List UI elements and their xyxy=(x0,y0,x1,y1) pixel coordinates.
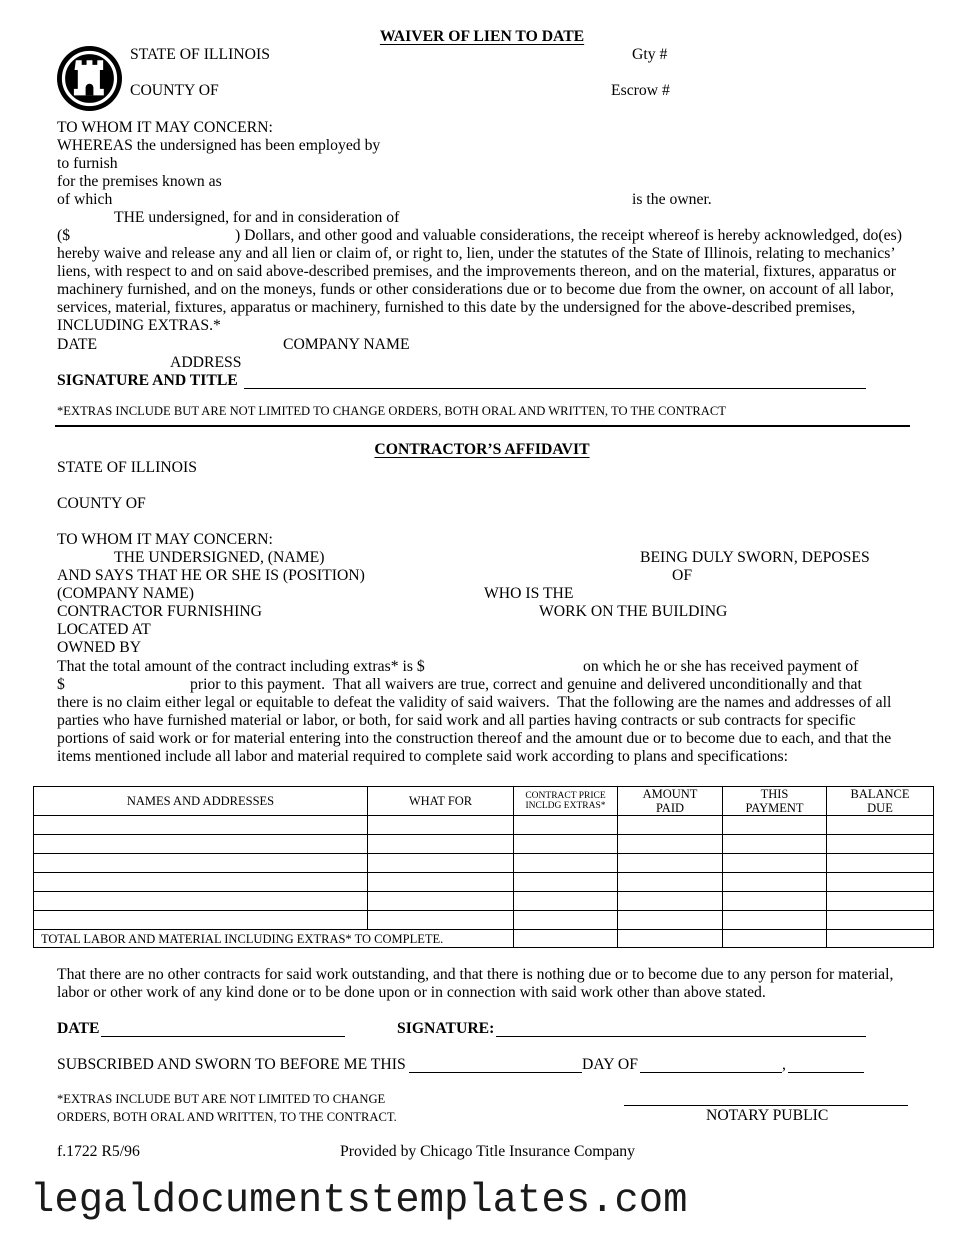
table-cell xyxy=(514,911,618,930)
table-cell xyxy=(827,892,934,911)
payment-received-label: on which he or she has received payment of xyxy=(583,658,859,675)
table-cell xyxy=(368,911,514,930)
signature-title-line xyxy=(244,388,866,389)
prior-payment-text: prior to this payment. That all waivers are true, correct and genuine and delivered unconditionally and that xyxy=(190,676,862,693)
table-cell xyxy=(827,816,934,835)
waiver-date-label: DATE xyxy=(57,336,98,353)
owned-by-label: OWNED BY xyxy=(57,639,142,656)
table-cell xyxy=(368,854,514,873)
table-cell xyxy=(34,816,368,835)
notary-public-label: NOTARY PUBLIC xyxy=(706,1107,829,1124)
table-row xyxy=(34,911,934,930)
table-cell xyxy=(723,892,827,911)
dollars-clause: ) Dollars, and other good and valuable considerations, the receipt whereof is hereby acknowledged, do(es) xyxy=(235,227,902,244)
release-line: hereby waive and release any and all lien or claim of, or right to, lien, under the statutes of the State of Illinois, relating to mechanics’ xyxy=(57,245,896,262)
table-cell xyxy=(618,816,723,835)
table-row xyxy=(34,835,934,854)
no-other-contracts-line: That there are no other contracts for said work outstanding, and that there is nothing due or to become due to any person for material, xyxy=(57,966,894,983)
header-names-addresses: NAMES AND ADDRESSES xyxy=(34,787,368,816)
table-cell xyxy=(723,835,827,854)
table-row xyxy=(34,816,934,835)
employed-by-label: WHEREAS the undersigned has been employed by xyxy=(57,137,381,154)
table-row xyxy=(34,854,934,873)
header-this-payment: THIS PAYMENT xyxy=(723,787,827,816)
affidavit-title: CONTRACTOR’S AFFIDAVIT xyxy=(374,441,590,458)
table-cell xyxy=(34,911,368,930)
duly-sworn-label: BEING DULY SWORN, DEPOSES xyxy=(640,549,870,566)
premises-label: for the premises known as xyxy=(57,173,222,190)
subscribed-sworn-label: SUBSCRIBED AND SWORN TO BEFORE ME THIS xyxy=(57,1056,406,1073)
is-owner-label: is the owner. xyxy=(632,191,712,208)
provided-by: Provided by Chicago Title Insurance Company xyxy=(340,1143,635,1160)
waiver-extras-footnote: *EXTRAS INCLUDE BUT ARE NOT LIMITED TO CHANGE ORDERS, BOTH ORAL AND WRITTEN, TO THE CONTRACT xyxy=(57,404,726,418)
section-divider xyxy=(55,425,910,427)
table-cell xyxy=(34,873,368,892)
sworn-day-line xyxy=(409,1072,582,1073)
undersigned-name-label: THE UNDERSIGNED, (NAME) xyxy=(114,549,325,566)
signature-title-label: SIGNATURE AND TITLE xyxy=(57,372,238,389)
of-which-label: of which xyxy=(57,191,113,208)
waiver-salutation: TO WHOM IT MAY CONCERN: xyxy=(57,119,273,136)
sworn-month-line xyxy=(640,1072,782,1073)
release-line: INCLUDING EXTRAS.* xyxy=(57,317,221,334)
affidavit-state-label: STATE OF ILLINOIS xyxy=(57,459,197,476)
header-amount-paid: AMOUNT PAID xyxy=(618,787,723,816)
table-cell xyxy=(34,854,368,873)
header-balance-due: BALANCE DUE xyxy=(827,787,934,816)
to-furnish-label: to furnish xyxy=(57,155,118,172)
affidavit-date-label: DATE xyxy=(57,1020,100,1037)
release-line: services, material, fixtures, apparatus or machinery, furnished to this date by the undersigned for the above-described premises, xyxy=(57,299,856,316)
table-cell xyxy=(34,892,368,911)
table-cell xyxy=(368,835,514,854)
table-cell xyxy=(618,930,723,948)
of-label: OF xyxy=(672,567,693,584)
who-is-the-label: WHO IS THE xyxy=(484,585,574,602)
contract-total-label: That the total amount of the contract including extras* is $ xyxy=(57,658,425,675)
county-label: COUNTY OF xyxy=(130,82,219,99)
table-cell xyxy=(618,892,723,911)
table-cell xyxy=(514,930,618,948)
position-label: AND SAYS THAT HE OR SHE IS (POSITION) xyxy=(57,567,365,584)
table-cell xyxy=(723,930,827,948)
castle-rook-emblem-icon xyxy=(57,46,122,111)
table-cell xyxy=(34,835,368,854)
closing-extras-footnote: *EXTRAS INCLUDE BUT ARE NOT LIMITED TO CHANGE xyxy=(57,1092,386,1106)
state-label: STATE OF ILLINOIS xyxy=(130,46,270,63)
affidavit-signature-label: SIGNATURE: xyxy=(397,1020,495,1037)
affidavit-signature-line xyxy=(496,1036,866,1037)
table-cell xyxy=(827,930,934,948)
table-cell xyxy=(618,911,723,930)
table-cell xyxy=(827,835,934,854)
affidavit-date-line xyxy=(101,1036,345,1037)
table-cell xyxy=(514,892,618,911)
form-number: f.1722 R5/96 xyxy=(57,1143,140,1160)
prior-payment-dollar-sign: $ xyxy=(57,676,65,693)
table-cell xyxy=(618,873,723,892)
contractor-furnishing-label: CONTRACTOR FURNISHING xyxy=(57,603,262,620)
consideration-label: THE undersigned, for and in consideration of xyxy=(114,209,400,226)
statement-line: parties who have furnished material or labor, or both, for said work and all parties having contracts or sub contracts for specific xyxy=(57,712,856,729)
table-cell xyxy=(618,835,723,854)
header-contract-price: CONTRACT PRICE INCLDG EXTRAS* xyxy=(514,787,618,816)
affidavit-salutation: TO WHOM IT MAY CONCERN: xyxy=(57,531,273,548)
table-cell xyxy=(827,911,934,930)
table-cell xyxy=(827,854,934,873)
affidavit-company-name-label: (COMPANY NAME) xyxy=(57,585,194,602)
statement-line: portions of said work or for material entering into the construction thereof and the amount due or to become due to each, and that the xyxy=(57,730,892,747)
located-at-label: LOCATED AT xyxy=(57,621,151,638)
table-total-row xyxy=(34,930,934,948)
table-cell xyxy=(618,854,723,873)
day-of-label: DAY OF xyxy=(582,1056,638,1073)
contracts-table xyxy=(33,786,934,948)
closing-extras-footnote: ORDERS, BOTH ORAL AND WRITTEN, TO THE CONTRACT. xyxy=(57,1110,397,1124)
table-cell xyxy=(514,816,618,835)
table-cell xyxy=(514,873,618,892)
table-cell xyxy=(723,873,827,892)
table-cell xyxy=(368,892,514,911)
table-cell xyxy=(723,911,827,930)
gty-number-label: Gty # xyxy=(632,46,668,63)
release-line: liens, with respect to and on said above-described premises, and the improvements thereon, and on the material, fixtures, apparatus or xyxy=(57,263,897,280)
statement-line: items mentioned include all labor and material required to complete said work according to plans and specifications: xyxy=(57,748,788,765)
no-other-contracts-line: labor or other work of any kind done or to be done upon or in connection with said work other than above stated. xyxy=(57,984,766,1001)
table-cell xyxy=(723,854,827,873)
table-cell xyxy=(514,854,618,873)
table-header-row xyxy=(34,787,934,816)
affidavit-county-label: COUNTY OF xyxy=(57,495,146,512)
escrow-number-label: Escrow # xyxy=(611,82,670,99)
header-what-for: WHAT FOR xyxy=(368,787,514,816)
notary-signature-line xyxy=(624,1105,908,1106)
date-comma: , xyxy=(782,1056,786,1073)
company-name-label: COMPANY NAME xyxy=(283,336,410,353)
address-label: ADDRESS xyxy=(170,354,242,371)
total-label: TOTAL LABOR AND MATERIAL INCLUDING EXTRAS* TO COMPLETE. xyxy=(34,930,514,948)
statement-line: there is no claim either legal or equitable to defeat the validity of said waivers. That the following are the names and addresses of all xyxy=(57,694,892,711)
waiver-title: WAIVER OF LIEN TO DATE xyxy=(379,28,585,45)
table-row xyxy=(34,892,934,911)
work-on-building-label: WORK ON THE BUILDING xyxy=(539,603,728,620)
table-row xyxy=(34,873,934,892)
table-cell xyxy=(368,816,514,835)
release-line: machinery furnished, and on the moneys, funds or other considerations due or to become due from the owner, on account of all labor, xyxy=(57,281,894,298)
table-cell xyxy=(827,873,934,892)
dollar-amount-open: ($ xyxy=(57,227,71,244)
table-cell xyxy=(723,816,827,835)
sworn-year-line xyxy=(788,1072,864,1073)
table-cell xyxy=(514,835,618,854)
watermark: legaldocumentstemplates.com xyxy=(30,1178,688,1224)
table-cell xyxy=(368,873,514,892)
